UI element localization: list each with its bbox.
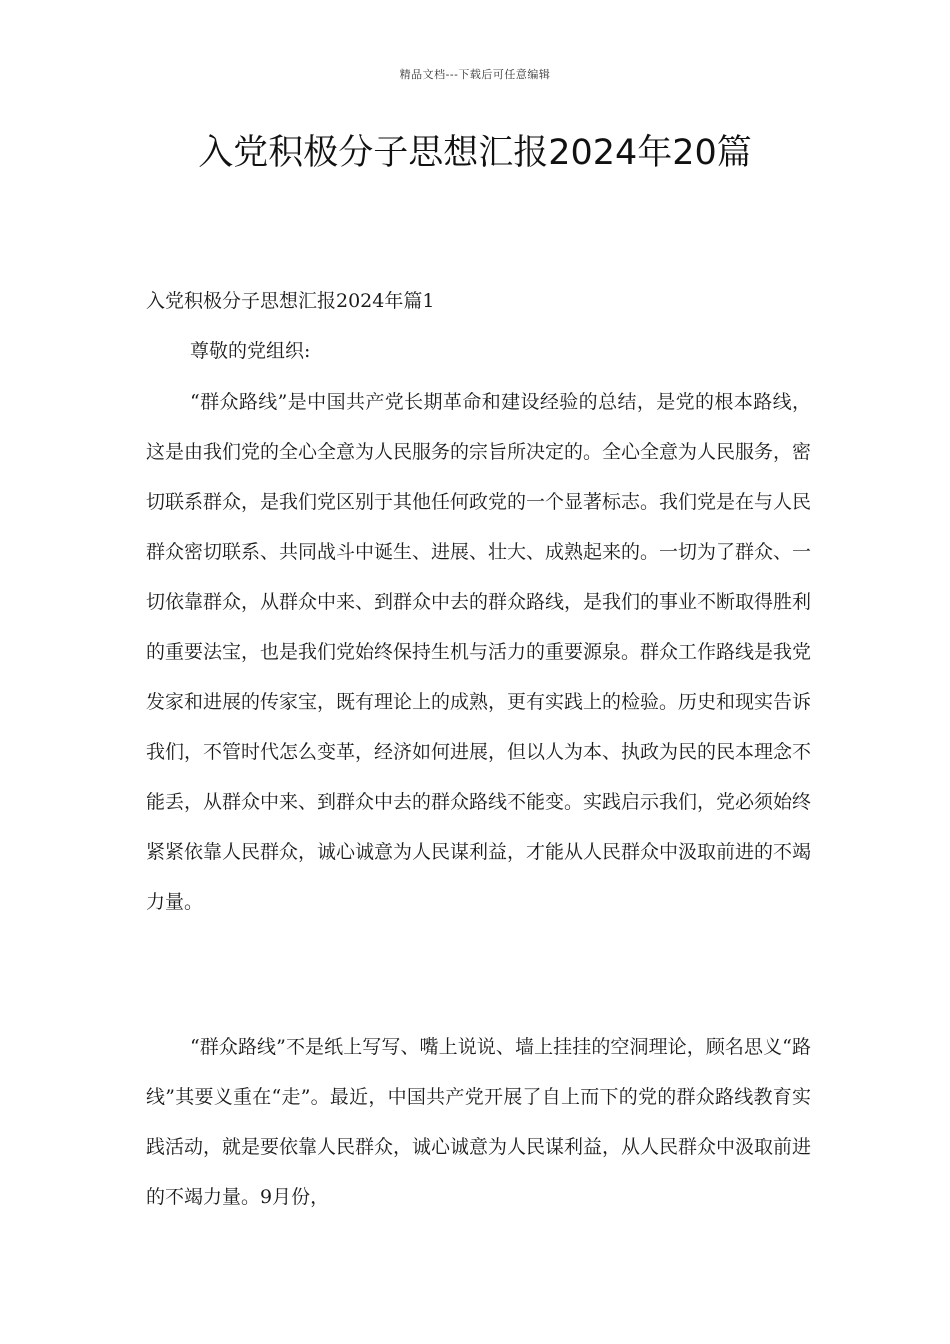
header-note: 精品文档---下载后可任意编辑 [399, 68, 551, 81]
section-heading: 入党积极分子思想汇报2024年篇1 [146, 290, 435, 312]
document-title: 入党积极分子思想汇报2024年20篇 [198, 133, 752, 173]
body-paragraph-1: “群众路线”是中国共产党长期革命和建设经验的总结，是党的根本路线，这是由我们党的全心全意为人民服务的宗旨所决定的。全心全意为人民服务，密切联系群众，是我们党区别于其他任何政党的一个显著标志。我们党是在与人民群众密切联系、共同战斗中诞生、进展、壮大、成熟起来的。一切为了群众、一切依靠群众，从群众中来、到群众中去的群众路线，是我们的事业不断取得胜利的重要法宝，也是我们党始终保持生机与活力的重要源泉。群众工作路线是我党发家和进展的传家宝，既有理论上的成熟，更有实践上的检验。历史和现实告诉我们，不管时代怎么变革，经济如何进展，但以人为本、执政为民的民本理念不能丢，从群众中来、到群众中去的群众路线不能变。实践启示我们，党必须始终紧紧依靠人民群众，诚心诚意为人民谋利益，才能从人民群众中汲取前进的不竭力量。 [146, 391, 812, 913]
salutation: 尊敬的党组织: [190, 340, 311, 362]
body-paragraph-2: “群众路线”不是纸上写写、嘴上说说、墙上挂挂的空洞理论，顾名思义“路线”其要义重在“走”。最近，中国共产党开展了自上而下的党的群众路线教育实践活动，就是要依靠人民群众，诚心诚意为人民谋利益，从人民群众中汲取前进的不竭力量。9月份， [146, 1036, 812, 1208]
